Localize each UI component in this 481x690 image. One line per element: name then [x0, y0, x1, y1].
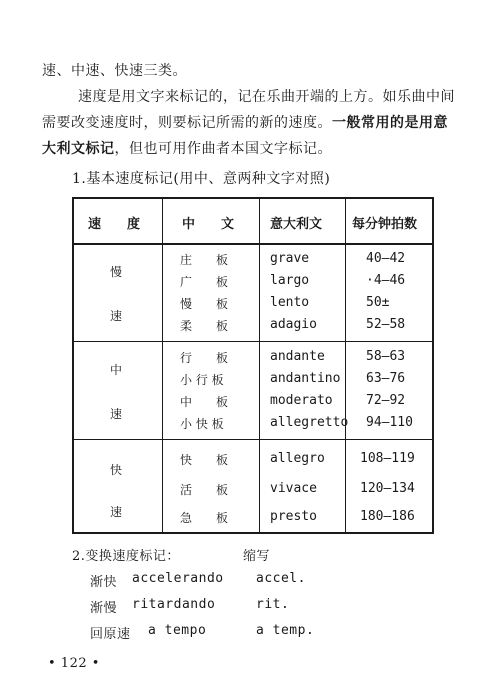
paragraph-line-4 [42, 138, 332, 158]
change-term-abbr: accel. [256, 571, 306, 586]
category-medium-bottom: 速 [110, 407, 123, 421]
change-term-italian: ritardando [132, 597, 216, 612]
change-term-chinese: 渐慢 [90, 601, 118, 616]
table-divider-col-1 [162, 199, 163, 532]
table-divider-col-3 [345, 199, 346, 532]
category-medium-top: 中 [110, 363, 123, 377]
category-slow-bottom: 速 [110, 309, 123, 323]
term-italian: adagio [270, 317, 317, 332]
category-fast-bottom: 速 [110, 505, 123, 519]
term-bpm: 120—134 [360, 481, 415, 496]
term-bpm: 63—76 [366, 371, 406, 386]
paragraph-line-3-bold: 一般常用的是用意 [332, 115, 448, 131]
term-italian: grave [270, 251, 310, 266]
term-bpm: 50± [366, 295, 390, 310]
term-italian: presto [270, 509, 317, 524]
term-chinese: 活 板 [180, 483, 229, 497]
term-italian: andantino [270, 371, 341, 386]
abbreviation-header: 缩写 [243, 549, 271, 564]
term-chinese: 柔 板 [180, 319, 229, 333]
term-bpm: 108—119 [360, 451, 415, 466]
change-term-italian: accelerando [132, 571, 224, 586]
term-italian: largo [270, 273, 310, 288]
term-italian: allegro [270, 451, 325, 466]
term-chinese: 行 板 [180, 351, 229, 365]
category-fast-top: 快 [110, 463, 123, 477]
paragraph-line-3-normal: 需要改变速度时，则要标记所需的新的速度。 [42, 115, 332, 131]
header-bpm: 每分钟拍数 [352, 217, 418, 232]
term-chinese: 中 板 [180, 395, 229, 409]
term-chinese: 小 行 板 [180, 373, 224, 387]
paragraph-line-3 [42, 112, 448, 132]
section-2-title: 2.变换速度标记： [72, 549, 180, 564]
header-speed: 速 度 [88, 217, 141, 232]
term-bpm: 180—186 [360, 509, 415, 524]
term-bpm: 94—110 [366, 415, 413, 430]
term-chinese: 庄 板 [180, 253, 229, 267]
paragraph-line-1: 速、中速、快速三类。 [42, 63, 187, 79]
change-term-italian: a tempo [148, 623, 207, 638]
change-term-chinese: 渐快 [90, 575, 118, 590]
change-term-abbr: rit. [256, 597, 290, 612]
tempo-table [72, 197, 434, 534]
term-bpm: 40—42 [366, 251, 406, 266]
term-bpm: 72—92 [366, 393, 406, 408]
table-group-divider-2 [74, 439, 432, 440]
header-italian: 意大利文 [270, 217, 323, 232]
term-italian: vivace [270, 481, 317, 496]
term-chinese: 广 板 [180, 275, 229, 289]
table-group-divider-1 [74, 341, 432, 342]
term-chinese: 急 板 [180, 511, 229, 525]
term-bpm: ·4—46 [366, 273, 406, 288]
table-divider-col-2 [259, 199, 260, 532]
term-italian: lento [270, 295, 310, 310]
page-number: • 122 • [48, 656, 100, 671]
section-1-title: 1.基本速度标记(用中、意两种文字对照) [72, 171, 331, 187]
header-chinese: 中 文 [182, 217, 235, 232]
term-italian: andante [270, 349, 325, 364]
term-chinese: 慢 板 [180, 297, 229, 311]
change-term-abbr: a temp. [256, 623, 315, 638]
table-header-divider [74, 243, 432, 245]
term-bpm: 58—63 [366, 349, 406, 364]
term-chinese: 小 快 板 [180, 417, 224, 431]
term-chinese: 快 板 [180, 453, 229, 467]
term-italian: moderato [270, 393, 333, 408]
term-italian: allegretto [270, 415, 349, 430]
term-bpm: 52—58 [366, 317, 406, 332]
category-slow-top: 慢 [110, 265, 123, 279]
paragraph-line-4-bold: 大利文标记 [42, 141, 115, 157]
paragraph-line-2: 速度是用文字来标记的，记在乐曲开端的上方。如乐曲中间 [78, 89, 455, 105]
change-term-chinese: 回原速 [90, 627, 131, 642]
paragraph-line-4-normal: ，但也可用作曲者本国文字标记。 [114, 141, 332, 157]
